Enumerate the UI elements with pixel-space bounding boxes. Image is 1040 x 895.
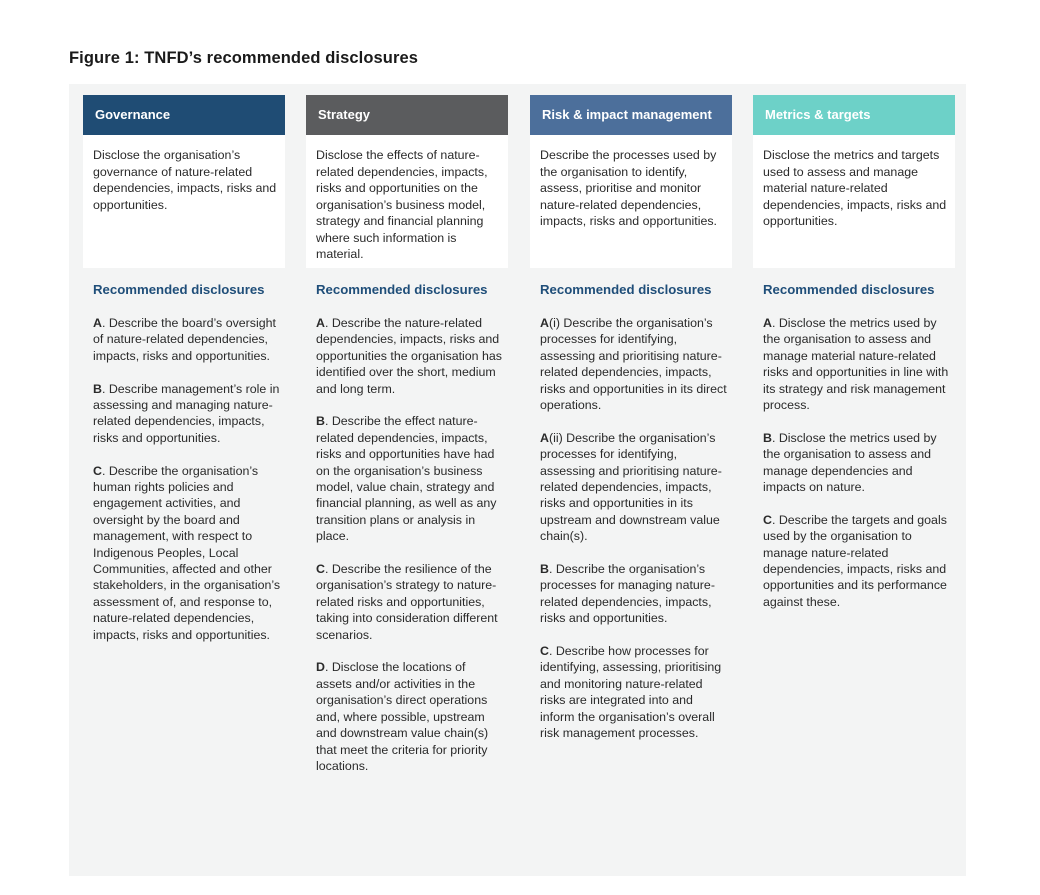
disclosure-item [540,561,728,627]
disclosure-item [763,315,951,413]
disclosure-list [753,315,955,610]
column-header-strategy: Strategy [306,95,508,135]
column-metrics-targets [753,95,955,627]
column-header-governance: Governance [83,95,285,135]
disclosure-letter: C [316,562,325,577]
disclosure-letter: B [540,562,549,577]
disclosure-text: . Disclose the metrics used by the organisation to assess and manage dependencies and impacts on nature. [763,430,937,495]
disclosure-item [316,561,504,643]
figure-title: Figure 1: TNFD’s recommended disclosures [69,49,419,67]
disclosure-text: . Describe the organisation’s processes for managing nature-related dependencies, impacts, risks and opportunities. [540,562,715,626]
disclosure-text: . Describe management’s role in assessing and managing nature-related dependencies, impacts, risks and opportunities. [93,381,280,445]
column-description: Disclose the organisation’s governance of nature-related dependencies, impacts, risks and opportunities. [83,135,285,268]
disclosure-text: . Describe the resilience of the organisation’s strategy to nature-related risks and opportunities, taking into consideration different scenarios. [316,562,498,642]
disclosure-item [93,463,281,643]
disclosure-item [540,315,728,413]
disclosure-text: . Describe how processes for identifying, assessing, prioritising and monitoring nature-related risks are integrated into and inform the organisation’s overall risk management processes. [540,644,722,741]
column-header-metrics-targets: Metrics & targets [753,95,955,135]
recommended-disclosures-heading: Recommended disclosures [93,282,265,297]
column-description: Disclose the effects of nature-related dependencies, impacts, risks and opportunities on the organisation’s business model, strategy and financial planning where such information is material. [306,135,508,268]
disclosure-text: . Describe the effect nature-related dependencies, impacts, risks and opportunities have had on the organisation’s business model, value chain, strategy and financial planning, as well as any transition plans or analysis in place. [316,414,497,544]
disclosure-list [83,315,285,643]
disclosure-list [530,315,732,742]
disclosure-text: . Disclose the locations of assets and/or activities in the organisation’s direct operations and, where possible, upstream and downstream value chain(s) that meet the criteria for priority locations. [316,660,489,773]
disclosure-text: . Describe the organisation’s human rights policies and engagement activities, and oversight by the board and management, with respect to Indigenous Peoples, Local Communities, affected and other stakeholders, in the organisation’s assessment of, and response to, nature-related dependencies, impacts, risks and opportunities. [93,463,281,642]
disclosure-item [93,381,281,447]
column-description: Disclose the metrics and targets used to assess and manage material nature-related dependencies, impacts, risks and opportunities. [753,135,955,268]
disclosure-text: . Describe the targets and goals used by the organisation to manage nature-related dependencies, impacts, risks and opportunities and its performance against these. [763,512,947,609]
disclosure-text: . Describe the nature-related dependencies, impacts, risks and opportunities the organisation has identified over the short, medium and long term. [316,316,502,396]
recommended-disclosures-heading: Recommended disclosures [540,282,712,297]
disclosure-item [316,413,504,544]
disclosure-letter: B [316,414,325,429]
disclosure-letter: B [93,381,102,396]
disclosure-letter: C [93,463,102,478]
disclosure-letter: A [540,316,549,330]
disclosure-text: (ii) Describe the organisation’s processes for identifying, assessing and prioritising nature-related dependencies, impacts, risks and opportunities in its upstream and downstream value chain(s). [540,430,722,544]
column-governance [83,95,285,659]
disclosure-letter: B [763,430,772,445]
disclosure-letter: C [540,644,549,659]
column-description: Describe the processes used by the organisation to identify, assess, prioritise and monitor nature-related dependencies, impacts, risks and opportunities. [530,135,732,268]
column-header-risk-impact-management: Risk & impact management [530,95,732,135]
recommended-disclosures-heading: Recommended disclosures [763,282,935,297]
column-strategy [306,95,508,791]
recommended-disclosures-heading: Recommended disclosures [316,282,488,297]
disclosure-item [316,659,504,774]
disclosure-text: . Disclose the metrics used by the organisation to assess and manage material nature-related risks and opportunities in line with its strategy and risk management process. [763,316,949,413]
disclosure-item [93,315,281,364]
disclosure-letter: C [763,512,772,527]
disclosure-letter: A [93,316,102,330]
disclosure-item [540,430,728,545]
disclosure-item [316,315,504,397]
disclosure-letter: A [316,316,325,330]
disclosure-item [540,643,728,741]
disclosure-letter: A [763,316,772,330]
disclosure-list [306,315,508,774]
disclosure-letter: D [316,660,325,675]
disclosure-item [763,512,951,610]
column-risk-impact-management [530,95,732,758]
disclosure-text: (i) Describe the organisation’s processes for identifying, assessing and prioritising nature-related dependencies, impacts, risks and opportunities in its direct operations. [540,316,727,413]
disclosure-item [763,430,951,496]
disclosure-text: . Describe the board’s oversight of nature-related dependencies, impacts, risks and opportunities. [93,316,276,363]
disclosure-letter: A [540,430,549,445]
